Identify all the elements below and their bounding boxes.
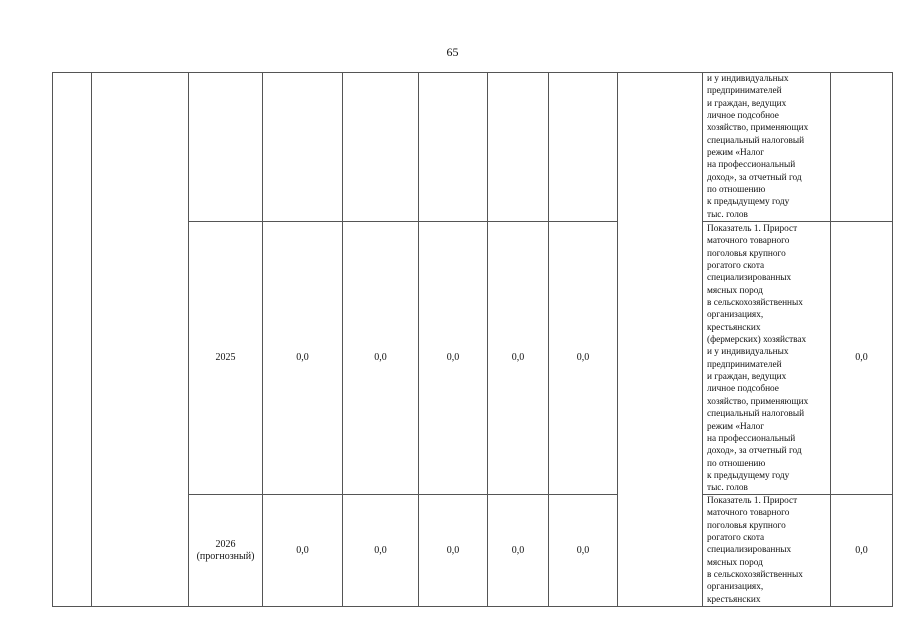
col-border-0 <box>52 72 53 607</box>
value-cell: 0,0 <box>511 544 525 556</box>
col-border-11 <box>892 72 893 607</box>
year-cell-2025 <box>189 222 262 494</box>
result-cell: 0,0 <box>855 544 868 556</box>
value-cell: 0,0 <box>446 352 460 363</box>
value-cell: 0,0 <box>576 544 590 556</box>
value-cell: 0,0 <box>296 352 309 363</box>
indicator-text-row-2: Показатель 1. Прирост маточного товарного поголовья крупного рогатого скота специализированных мясных пород в сельскохозяйственных организациях, крестьянских (фермерских) хозяйствах и у индивидуальных предпринимателей и граждан, ведущих личное подсобное хозяйство, применяющих специальный налоговый режим «Налог на профессиональный доход», за отчетный год по отношению к предыдущему году тыс. голов <box>707 224 809 494</box>
year-note: (прогнозный) <box>196 550 255 562</box>
col-border-9 <box>702 72 703 607</box>
indicator-text-row-3: Показатель 1. Прирост маточного товарного поголовья крупного рогатого скота специализированных мясных пород в сельскохозяйственных организациях, крестьянских <box>707 496 803 605</box>
value-cell: 0,0 <box>374 352 387 363</box>
value-cell: 0,0 <box>374 544 387 556</box>
col-border-1 <box>91 72 92 607</box>
year-label: 2026 <box>215 538 236 550</box>
value-cell: 0,0 <box>576 352 590 363</box>
value-cell: 0,0 <box>296 544 309 556</box>
page-number: 65 <box>446 45 459 59</box>
value-cell: 0,0 <box>446 544 460 556</box>
value-cell: 0,0 <box>511 352 525 363</box>
year-cell-2026 <box>189 495 262 606</box>
year-label: 2025 <box>215 352 236 363</box>
col-border-8 <box>617 72 618 607</box>
result-cell: 0,0 <box>855 352 868 363</box>
indicator-text-row-1: и у индивидуальных предпринимателей и граждан, ведущих личное подсобное хозяйство, применяющих специальный налоговый режим «Налог на профессиональный доход», за отчетный год по отношению к предыдущему году тыс. голов <box>707 74 809 220</box>
table-bottom-border <box>52 606 892 607</box>
